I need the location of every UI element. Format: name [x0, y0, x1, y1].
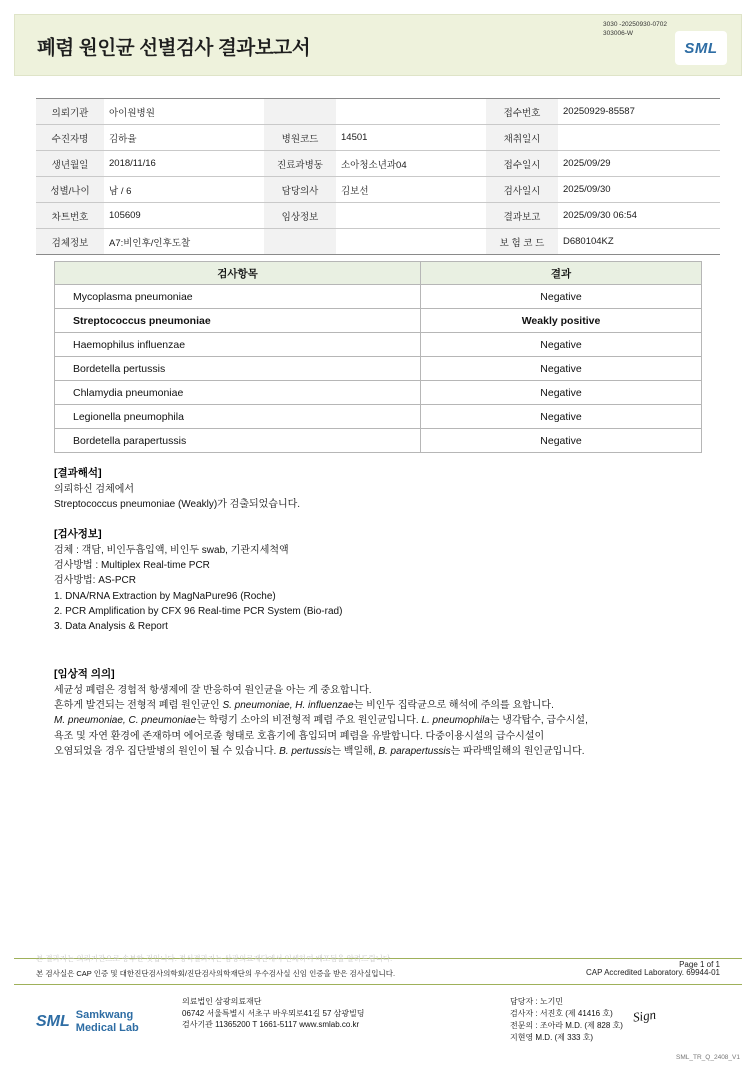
footer-logo-name-line1: Samkwang [75, 1009, 134, 1022]
info-label-insurance-code: 보 험 코 드 [486, 229, 558, 255]
info-label-clinical-info: 임상정보 [264, 203, 336, 229]
info-value-collection-time [558, 125, 720, 151]
clinical-line-5-a: 오염되었을 경우 집단발병의 원인이 될 수 있습니다. [54, 745, 280, 757]
info-label-blank-2 [264, 229, 336, 255]
info-value-report-time: 2025/09/30 06:54 [558, 203, 720, 229]
footer-address-line2: 06742 서울특별시 서초구 바우뫼로41길 57 삼광빌딩 [182, 1008, 365, 1018]
result-item-value: Negative [421, 429, 702, 453]
info-value-blank-1 [336, 99, 486, 125]
result-table-header-row [55, 262, 702, 285]
signature-mark: Sign [631, 1006, 657, 1025]
footer-sign-line1: 담당자 : 노기민 [510, 997, 564, 1006]
clinical-line-3-italic-2: L. pneumophila [421, 715, 490, 727]
info-value-sex-age: 남 / 6 [104, 177, 264, 203]
table-row [36, 125, 720, 151]
test-info-title: [검사정보] [54, 528, 102, 540]
clinical-line-5-b: 는 백일해, [331, 745, 379, 757]
result-item-value: Negative [421, 405, 702, 429]
clinical-line-4: 욕조 및 자연 환경에 존재하며 에어로졸 형태로 호흡기에 흡입되며 폐렴을 유발합니다. 다중이용시설의 급수시설이 [54, 730, 545, 742]
footer-logo-name-line2: Medical Lab [75, 1022, 139, 1034]
test-info-section [54, 527, 714, 634]
test-info-line-3: 검사방법: AS-PCR [54, 575, 136, 587]
clinical-line-2 [54, 698, 734, 713]
clinical-line-3-b: 는 냉각탑수, 급수시설, [489, 715, 588, 727]
clinical-line-2-b: 는 비인두 집락균으로 해석에 주의를 요합니다. [353, 700, 554, 712]
info-value-hospital-code: 14501 [336, 125, 486, 151]
clinical-line-2-italic: S. pneumoniae, H. influenzae [222, 700, 354, 712]
footer-logo-mark: SML [36, 1013, 70, 1030]
table-row [36, 99, 720, 125]
result-item-name: Bordetella parapertussis [55, 429, 421, 453]
result-item-name: Streptococcus pneumoniae [55, 309, 421, 333]
info-label-doctor: 담당의사 [264, 177, 336, 203]
info-label-specimen: 검체정보 [36, 229, 104, 255]
info-value-clinical-info [336, 203, 486, 229]
footer-sign-line3: 전문의 : 조아라 M.D. (제 828 호) [510, 1021, 623, 1030]
test-info-line-1: 검체 : 객담, 비인두흡입액, 비인두 swab, 기관지세척액 [54, 544, 289, 556]
document-code: SML_TR_Q_2408_V1 [676, 1054, 740, 1061]
info-value-chart-no: 105609 [104, 203, 264, 229]
footer-address [182, 996, 365, 1031]
clinical-line-5-italic-1: B. pertussis [279, 745, 332, 757]
info-value-specimen: A7:비인후/인후도찰 [104, 229, 264, 255]
footer-logo-name [76, 1009, 139, 1034]
info-value-blank-2 [336, 229, 486, 255]
info-value-insurance-code: D680104KZ [558, 229, 720, 255]
cap-accreditation: CAP Accredited Laboratory. 69944-01 [585, 968, 720, 977]
info-value-institution: 아이원병원 [104, 99, 264, 125]
test-info-line-5: 2. PCR Amplification by CFX 96 Real-time PCR System (Bio-rad) [54, 605, 343, 617]
footer-faint-note: 본 결과지는 의뢰기관으로 송부한 것입니다. 정식결과지는 삼광의료재단에서 인쇄하여 배포됨을 알려드립니다. [36, 954, 393, 963]
clinical-line-3-a: 는 학령기 소아의 비전형적 폐렴 주요 원인균입니다. [196, 715, 422, 727]
clinical-line-3 [54, 713, 734, 728]
info-label-collection-time: 채취일시 [486, 125, 558, 151]
info-label-department: 진료과병동 [264, 151, 336, 177]
result-item-name: Bordetella pertussis [55, 357, 421, 381]
info-label-sex-age: 성별/나이 [36, 177, 104, 203]
footer-sign-line2: 검사자 : 서진호 (제 41416 호) [510, 1009, 613, 1018]
table-row [36, 177, 720, 203]
result-item-name: Mycoplasma pneumoniae [55, 285, 421, 309]
table-row [36, 203, 720, 229]
clinical-line-5-c: 는 파라백일해의 원인균입니다. [450, 745, 585, 757]
sml-logo-text: SML [684, 39, 718, 57]
test-info-line-6: 3. Data Analysis & Report [54, 620, 168, 632]
info-label-institution: 의뢰기관 [36, 99, 104, 125]
info-label-blank-1 [264, 99, 336, 125]
info-value-receipt-time: 2025/09/29 [558, 151, 720, 177]
test-info-line-4: 1. DNA/RNA Extraction by MagNaPure96 (Roche) [54, 590, 276, 602]
clinical-line-5 [54, 744, 734, 759]
result-item-value: Negative [421, 285, 702, 309]
footer-address-line1: 의료법인 삼광의료재단 [182, 997, 262, 1006]
clinical-title: [임상적 의의] [54, 668, 115, 680]
table-row [55, 333, 702, 357]
clinical-line-2-a: 흔하게 발견되는 전형적 폐렴 원인균인 [54, 700, 223, 712]
info-label-patient-name: 수진자명 [36, 125, 104, 151]
result-col-item: 검사항목 [55, 262, 421, 285]
footer-note: 본 검사실은 CAP 인증 및 대한진단검사의학회/진단검사의학재단의 우수검사실 신임 인증을 받은 검사실입니다. [36, 969, 396, 978]
result-table [54, 261, 702, 453]
table-row [55, 381, 702, 405]
result-item-value: Negative [421, 381, 702, 405]
footer-address-line3: 검사기관 11365200 T 1661-5117 www.smlab.co.kr [182, 1020, 360, 1030]
sml-logo [675, 31, 727, 65]
info-label-report-time: 결과보고 [486, 203, 558, 229]
info-value-birthdate: 2018/11/16 [104, 151, 264, 177]
footer-signatories [510, 996, 623, 1044]
header-code-line1: 3030 -20250930-0702 [603, 21, 667, 28]
footer-logo [36, 1004, 176, 1040]
table-row [55, 309, 702, 333]
table-row [36, 229, 720, 255]
info-label-birthdate: 생년월일 [36, 151, 104, 177]
table-row [36, 151, 720, 177]
test-info-line-2: 검사방법 : Multiplex Real-time PCR [54, 560, 210, 572]
result-item-value: Negative [421, 357, 702, 381]
info-label-hospital-code: 병원코드 [264, 125, 336, 151]
info-value-department: 소아청소년과04 [336, 151, 486, 177]
info-value-doctor: 김보선 [336, 177, 486, 203]
interpretation-section [54, 466, 714, 512]
clinical-line-5-italic-2: B. parapertussis [378, 745, 451, 757]
info-value-test-time: 2025/09/30 [558, 177, 720, 203]
footer-divider-bottom [14, 984, 742, 985]
report-header [14, 14, 742, 76]
page-title: 폐렴 원인균 선별검사 결과보고서 [37, 37, 311, 59]
interpretation-title: [결과해석] [54, 467, 102, 479]
info-label-chart-no: 차트번호 [36, 203, 104, 229]
interpretation-line-2: Streptococcus pneumoniae (Weakly)가 검출되었습니다. [54, 499, 301, 511]
result-item-name: Legionella pneumophila [55, 405, 421, 429]
table-row [55, 429, 702, 453]
footer-sign-line4: 지현영 M.D. (제 333 호) [510, 1033, 594, 1042]
result-col-result: 결과 [421, 262, 702, 285]
info-value-patient-name: 김하율 [104, 125, 264, 151]
result-item-value: Negative [421, 333, 702, 357]
info-value-receipt-no: 20250929-85587 [558, 99, 720, 125]
result-item-name: Haemophilus influenzae [55, 333, 421, 357]
patient-info-table [36, 98, 720, 255]
page-number: Page 1 of 1 [679, 960, 720, 969]
clinical-section [54, 667, 734, 759]
header-code-line2: 303006-W [603, 29, 634, 37]
result-item-value: Weakly positive [421, 309, 702, 333]
info-label-receipt-no: 접수번호 [486, 99, 558, 125]
table-row [55, 357, 702, 381]
result-item-name: Chlamydia pneumoniae [55, 381, 421, 405]
interpretation-line-1: 의뢰하신 검체에서 [54, 483, 135, 495]
table-row [55, 285, 702, 309]
table-row [55, 405, 702, 429]
info-label-receipt-time: 접수일시 [486, 151, 558, 177]
clinical-line-1: 세균성 폐렴은 경험적 항생제에 잘 반응하여 원인균을 아는 게 중요합니다. [54, 684, 372, 696]
clinical-line-3-italic-1: M. pneumoniae, C. pneumoniae [54, 715, 197, 727]
header-code-block [603, 21, 667, 39]
info-label-test-time: 검사일시 [486, 177, 558, 203]
